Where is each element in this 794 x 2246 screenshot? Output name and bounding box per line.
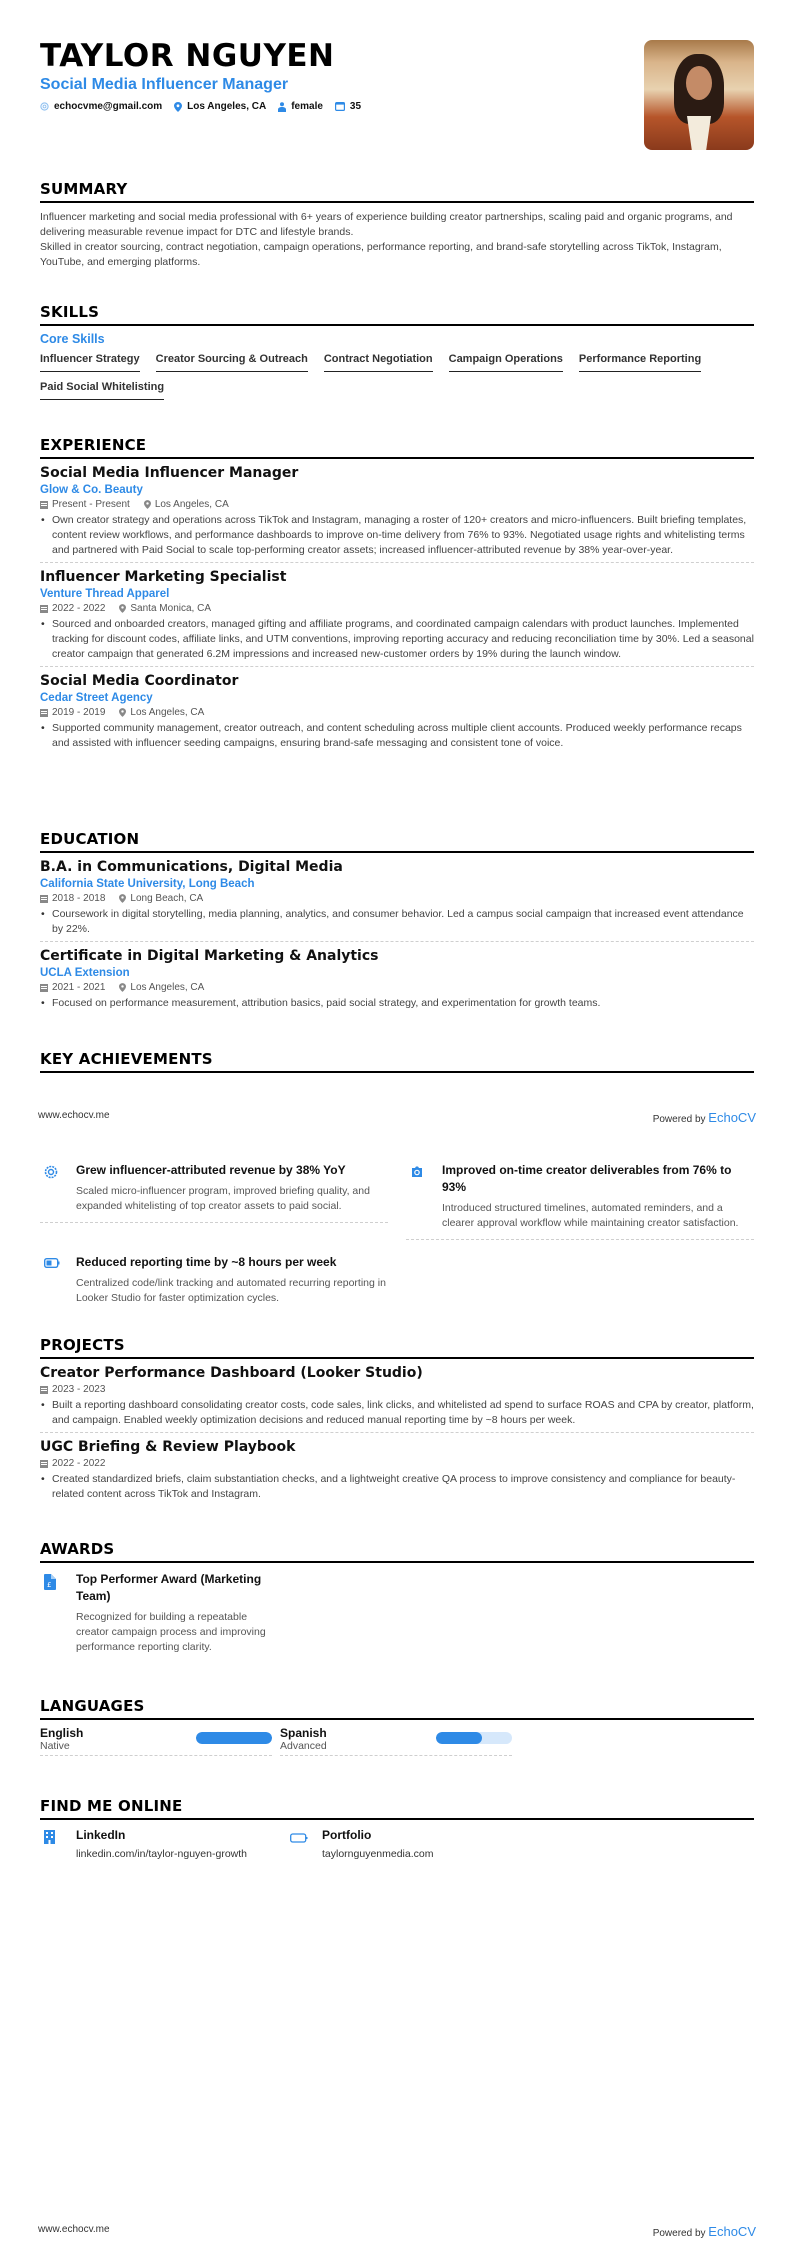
institution: California State University, Long Beach	[40, 878, 255, 890]
job-role: Social Media Coordinator	[40, 673, 239, 689]
projects-heading: PROJECTS	[40, 1336, 754, 1359]
institution: UCLA Extension	[40, 967, 130, 979]
job-company: Venture Thread Apparel	[40, 588, 170, 600]
education-heading: EDUCATION	[40, 830, 754, 853]
calendar-icon	[40, 500, 48, 509]
online-link[interactable]: linkedin.com/in/taylor-nguyen-growth	[76, 1848, 247, 1860]
calendar-icon	[40, 604, 48, 613]
edu-dates: 2021 - 2021	[52, 982, 106, 993]
footer-site-link[interactable]: www.echocv.me	[38, 2224, 110, 2235]
degree: Certificate in Digital Marketing & Analytics	[40, 948, 379, 964]
location-pin-icon	[144, 500, 151, 509]
online-item-linkedin[interactable]	[40, 1828, 280, 1862]
contact-email[interactable]	[40, 101, 162, 112]
education-section	[40, 830, 754, 1015]
projects-section	[40, 1336, 754, 1506]
online-section	[40, 1797, 754, 1880]
skills-group-title: Core Skills	[40, 332, 105, 346]
experience-section	[40, 436, 754, 755]
edu-location: Long Beach, CA	[130, 893, 204, 904]
job-role: Social Media Influencer Manager	[40, 465, 299, 481]
project-title: UGC Briefing & Review Playbook	[40, 1439, 296, 1455]
at-icon	[40, 102, 49, 111]
online-heading: FIND ME ONLINE	[40, 1797, 754, 1820]
achievements-section	[40, 1050, 754, 1073]
contact-row	[40, 101, 361, 112]
job-role: Influencer Marketing Specialist	[40, 569, 287, 585]
skill-tag: Performance Reporting	[579, 350, 701, 372]
skills-heading: SKILLS	[40, 303, 754, 326]
skill-tag: Creator Sourcing & Outreach	[156, 350, 308, 372]
job-description: • Supported community management, creator outreach, and content scheduling across multiple client accounts. Produced weekly performance recaps and assisted with influencer seeding campaigns, ensuring brand-safe messaging and consistent tone of voice.	[40, 721, 754, 751]
education-entry	[40, 942, 754, 1015]
summary-paragraph-2: Skilled in creator sourcing, contract negotiation, campaign operations, performance reporting, and brand-safe storytelling across TikTok, Instagram, YouTube, and emerging platforms.	[40, 241, 722, 268]
edu-description: • Focused on performance measurement, attribution basics, paid social strategy, and experimentation for growth teams.	[40, 996, 754, 1011]
skills-list	[40, 350, 754, 406]
online-link[interactable]: taylornguyenmedia.com	[322, 1848, 434, 1860]
skills-section	[40, 303, 754, 406]
job-location: Los Angeles, CA	[154, 499, 229, 510]
page-footer	[38, 1110, 756, 1125]
location-pin-icon	[119, 894, 126, 903]
languages-heading: LANGUAGES	[40, 1697, 754, 1720]
summary-paragraph-1: Influencer marketing and social media professional with 6+ years of experience building creator partnerships, scaling paid and organic programs, and delivering measurable revenue impact for DTC and lifestyle brands.	[40, 211, 733, 238]
language-level: Advanced	[280, 1740, 327, 1752]
experience-heading: EXPERIENCE	[40, 436, 754, 459]
job-description: • Own creator strategy and operations across TikTok and Instagram, managing a roster of 120+ creators and micro-influencers. Built briefing templates, content review workflows, and performance dashboards to improve on-time delivery from 76% to 93%. Negotiated usage rights and whitelisting terms and partnered with Paid Social to scale top-performing creator assets; increased influencer-attributed revenue by 38% year-over-year.	[40, 513, 754, 558]
language-name: English	[40, 1726, 84, 1740]
candidate-title: Social Media Influencer Manager	[40, 76, 289, 93]
job-dates: Present - Present	[52, 499, 130, 510]
footer-brand[interactable]: EchoCV	[708, 1110, 756, 1125]
achievement-title: Grew influencer-attributed revenue by 38% YoY	[76, 1163, 346, 1177]
education-entry	[40, 853, 754, 942]
calendar-icon	[40, 708, 48, 717]
achievement-desc: Scaled micro-influencer program, improved briefing quality, and expanded whitelisting of top creator assets to paid social.	[76, 1185, 370, 1212]
achievement-desc: Introduced structured timelines, automated reminders, and a clearer approval workflow while maintaining creator satisfaction.	[442, 1202, 739, 1229]
job-description: • Sourced and onboarded creators, managed gifting and affiliate programs, and coordinated campaign calendars with product launches. Implemented tracking for discount codes, affiliate links, and UTM conventions, improving reporting accuracy and reducing reconciliation time by 30%. Led a seasonal creator campaign that generated 6.2M impressions and increased new-customer orders by 19% during the launch window.	[40, 617, 754, 662]
achievement-desc: Centralized code/link tracking and automated recurring reporting in Looker Studio for faster optimization cycles.	[76, 1277, 386, 1304]
location-value: Los Angeles, CA	[187, 101, 267, 112]
experience-entry	[40, 667, 754, 755]
building-icon	[44, 1830, 55, 1844]
location-pin-icon	[119, 708, 126, 717]
skill-tag: Paid Social Whitelisting	[40, 378, 164, 400]
camera-icon	[410, 1165, 424, 1179]
project-description: • Built a reporting dashboard consolidating creator costs, code sales, link clicks, and whitelisted ad spend to surface ROAS and CPA by creator, platform, and campaign. Enabled weekly optimization decisions and reduced manual reporting time by ~8 hours per week.	[40, 1398, 754, 1428]
achievement-title: Reduced reporting time by ~8 hours per week	[76, 1255, 337, 1269]
project-dates: 2023 - 2023	[52, 1384, 106, 1395]
award-item	[40, 1571, 280, 1655]
online-label: LinkedIn	[76, 1828, 126, 1842]
job-company: Cedar Street Agency	[40, 692, 153, 704]
candidate-name: TAYLOR NGUYEN	[40, 38, 335, 74]
summary-heading: SUMMARY	[40, 180, 754, 203]
skill-tag: Contract Negotiation	[324, 350, 433, 372]
project-title: Creator Performance Dashboard (Looker Studio)	[40, 1365, 423, 1381]
person-icon	[278, 102, 286, 112]
project-description: • Created standardized briefs, claim substantiation checks, and a lightweight creative QA process to improve consistency and compliance for beauty-related content across TikTok and Instagram.	[40, 1472, 754, 1502]
footer-brand[interactable]: EchoCV	[708, 2224, 756, 2239]
job-dates: 2022 - 2022	[52, 603, 106, 614]
job-location: Los Angeles, CA	[130, 707, 205, 718]
project-dates: 2022 - 2022	[52, 1458, 106, 1469]
calendar-icon	[40, 1459, 48, 1468]
achievement-title: Improved on-time creator deliverables from 76% to 93%	[442, 1163, 732, 1194]
document-pound-icon	[44, 1574, 56, 1590]
experience-entry	[40, 459, 754, 563]
location-pin-icon	[119, 983, 126, 992]
calendar-icon	[40, 894, 48, 903]
awards-section	[40, 1540, 754, 1655]
calendar-icon	[335, 102, 345, 111]
degree: B.A. in Communications, Digital Media	[40, 859, 343, 875]
footer-powered: Powered by EchoCV	[652, 2224, 756, 2239]
online-label: Portfolio	[322, 1828, 372, 1842]
job-location: Santa Monica, CA	[130, 603, 211, 614]
edu-dates: 2018 - 2018	[52, 893, 106, 904]
page-footer-bottom	[38, 2224, 756, 2239]
email-value: echocvme@gmail.com	[54, 101, 163, 112]
age-value: 35	[349, 101, 362, 112]
contact-location	[174, 101, 266, 112]
skill-tag: Influencer Strategy	[40, 350, 140, 372]
project-entry	[40, 1433, 754, 1506]
footer-site-link[interactable]: www.echocv.me	[38, 1110, 110, 1121]
profile-photo	[644, 40, 754, 150]
language-item	[40, 1720, 272, 1756]
edu-location: Los Angeles, CA	[130, 982, 205, 993]
job-company: Glow & Co. Beauty	[40, 484, 143, 496]
language-proficiency-bar	[436, 1732, 512, 1744]
achievements-heading: KEY ACHIEVEMENTS	[40, 1050, 754, 1073]
experience-entry	[40, 563, 754, 667]
languages-section	[40, 1697, 754, 1756]
calendar-icon	[40, 1385, 48, 1394]
project-entry	[40, 1359, 754, 1433]
language-item	[280, 1720, 512, 1756]
award-title: Top Performer Award (Marketing Team)	[76, 1572, 262, 1603]
edu-description: • Coursework in digital storytelling, media planning, analytics, and consumer behavior. Led a campus social campaign that increased event attendance by 22%.	[40, 907, 754, 937]
contact-gender	[278, 101, 323, 112]
achievement-item	[406, 1162, 754, 1240]
battery-icon	[44, 1257, 60, 1269]
calendar-icon	[40, 983, 48, 992]
location-pin-icon	[174, 102, 182, 112]
language-proficiency-bar	[196, 1732, 272, 1744]
summary-section	[40, 180, 754, 270]
gear-icon	[44, 1165, 58, 1179]
contact-age	[335, 101, 361, 112]
language-name: Spanish	[280, 1726, 327, 1740]
achievement-item	[40, 1162, 388, 1223]
skill-tag: Campaign Operations	[449, 350, 563, 372]
online-item-portfolio[interactable]	[286, 1828, 526, 1862]
language-level: Native	[40, 1740, 70, 1752]
gender-value: female	[291, 101, 323, 112]
footer-powered: Powered by EchoCV	[652, 1110, 756, 1125]
achievement-item	[40, 1254, 388, 1306]
job-dates: 2019 - 2019	[52, 707, 106, 718]
location-pin-icon	[119, 604, 126, 613]
svg-text:£: £	[47, 1581, 52, 1589]
device-icon	[290, 1832, 308, 1844]
award-desc: Recognized for building a repeatable creator campaign process and improving performance reporting clarity.	[76, 1611, 266, 1653]
awards-heading: AWARDS	[40, 1540, 754, 1563]
